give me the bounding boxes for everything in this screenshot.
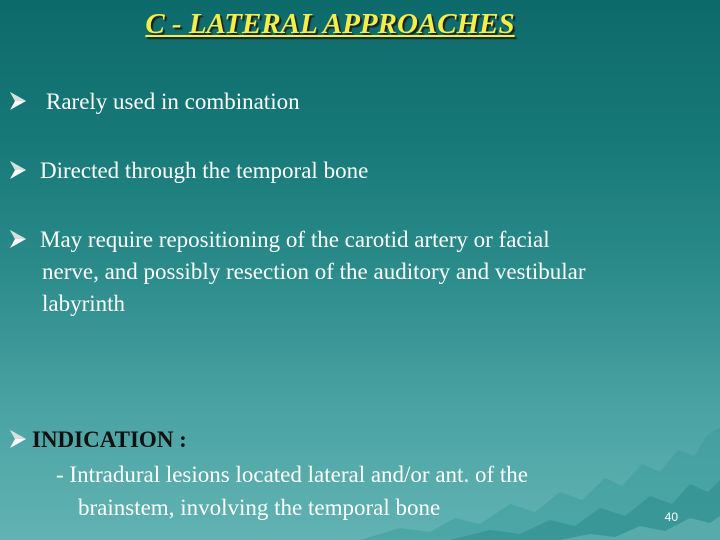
page-number: 40: [664, 510, 678, 524]
arrowhead-bullet-icon: [10, 430, 26, 448]
bullet-text-line: nerve, and possibly resection of the auditory and vestibular: [42, 259, 586, 284]
arrowhead-bullet-icon: [10, 230, 26, 248]
indication-detail: [56, 458, 528, 524]
bullet-text: Directed through the temporal bone: [40, 158, 369, 183]
bullet-item: [10, 86, 300, 118]
bullet-item: [10, 224, 586, 320]
bullet-text: Rarely used in combination: [46, 89, 300, 114]
indication-bullet: [10, 424, 187, 456]
arrowhead-bullet-icon: [10, 161, 26, 179]
bullet-item: [10, 155, 368, 187]
indication-heading: INDICATION :: [32, 427, 187, 452]
bullet-text-line: labyrinth: [42, 291, 126, 316]
indication-detail-line: brainstem, involving the temporal bone: [78, 495, 441, 520]
indication-detail-line: - Intradural lesions located lateral and/or ant. of the: [56, 462, 528, 487]
bullet-text-line: May require repositioning of the carotid artery or facial: [40, 227, 550, 252]
slide-title: C - LATERAL APPROACHES: [145, 8, 515, 40]
arrowhead-bullet-icon: [10, 92, 26, 110]
